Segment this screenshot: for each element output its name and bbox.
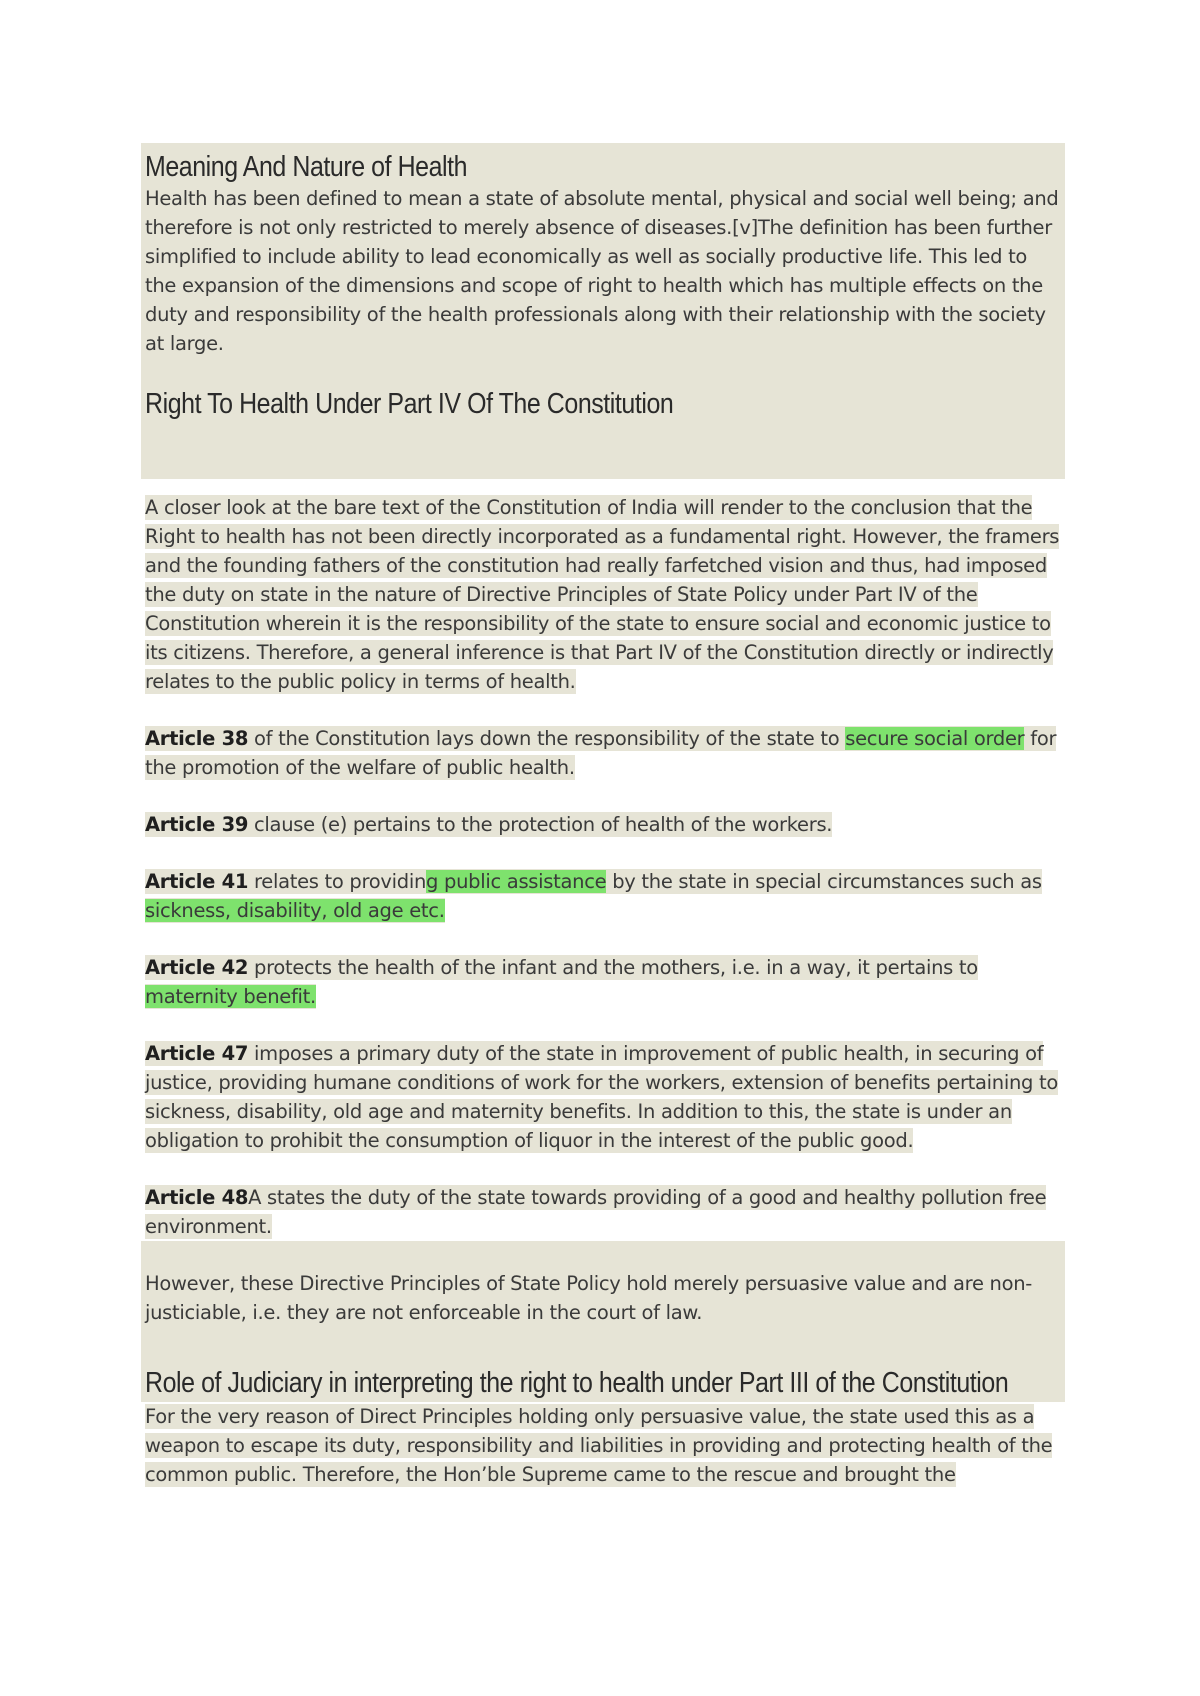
section-meaning-nature (141, 143, 1065, 479)
paragraph-article-48: Article 48A states the duty of the state towards providing of a good and healthy pollution free environment. (145, 1186, 1047, 1238)
paragraph-article-47: Article 47 imposes a primary duty of the state in improvement of public health, in securing of justice, providing humane conditions of work for the workers, extension of benefits pertaining to sickness, disability, old age and maternity benefits. In addition to this, the state is under an obligation to prohibit the consumption of liquor in the interest of the public good. (145, 1042, 1058, 1152)
highlight-secure-social-order: secure social order (845, 727, 1025, 750)
section-judiciary (141, 1241, 1065, 1402)
highlight-maternity-benefit: maternity benefit. (145, 985, 316, 1008)
highlight-sickness-disability: sickness, disability, old age etc. (145, 899, 445, 922)
heading-meaning-nature: Meaning And Nature of Health (145, 151, 468, 183)
paragraph-health-definition: Health has been defined to mean a state of absolute mental, physical and social well being; and therefore is not only restricted to merely absence of diseases.[v]The definition has been further simplified to include ability to lead economically as well as socially productive life. This led to the expansion of the dimensions and scope of right to health which has multiple effects on the duty and responsibility of the health professionals along with their relationship with the society at large. (145, 187, 1059, 355)
heading-role-of-judiciary: Role of Judiciary in interpreting the right to health under Part III of the Constitution (145, 1367, 1009, 1399)
heading-right-to-health-part-iv: Right To Health Under Part IV Of The Constitution (145, 388, 674, 420)
document-body (145, 143, 1065, 1489)
paragraph-closer-look: A closer look at the bare text of the Constitution of India will render to the conclusion that the Right to health has not been directly incorporated as a fundamental right. However, the framers and the founding fathers of the constitution had really farfetched vision and thus, had imposed the duty on state in the nature of Directive Principles of State Policy under Part IV of the Constitution wherein it is the responsibility of the state to ensure social and economic justice to its citizens. Therefore, a general inference is that Part IV of the Constitution directly or indirectly relates to the public policy in terms of health. (145, 496, 1060, 693)
paragraph-dpsp-persuasive: However, these Directive Principles of State Policy hold merely persuasive value and are non-justiciable, i.e. they are not enforceable in the court of law. (145, 1272, 1033, 1324)
paragraph-judiciary-intro: For the very reason of Direct Principles holding only persuasive value, the state used this as a weapon to escape its duty, responsibility and liabilities in providing and protecting health of the common public. Therefore, the Hon’ble Supreme came to the rescue and brought the (145, 1405, 1053, 1486)
highlight-public-assistance: g public assistance (426, 870, 607, 893)
article-38-label: Article 38 (145, 727, 249, 750)
article-47-label: Article 47 (145, 1042, 249, 1065)
article-48-label: Article 48 (145, 1186, 249, 1209)
article-42-label: Article 42 (145, 956, 249, 979)
paragraph-article-41: Article 41 relates to providing public assistance by the state in special circumstances such as sickness, disability, old age etc. (145, 870, 1042, 922)
paragraph-article-39: Article 39 clause (e) pertains to the protection of health of the workers. (145, 813, 833, 836)
paragraph-article-38: Article 38 of the Constitution lays down the responsibility of the state to secure social order for the promotion of the welfare of public health. (145, 727, 1057, 779)
article-41-label: Article 41 (145, 870, 249, 893)
article-39-label: Article 39 (145, 813, 249, 836)
paragraph-article-42: Article 42 protects the health of the infant and the mothers, i.e. in a way, it pertains to maternity benefit. (145, 956, 978, 1008)
